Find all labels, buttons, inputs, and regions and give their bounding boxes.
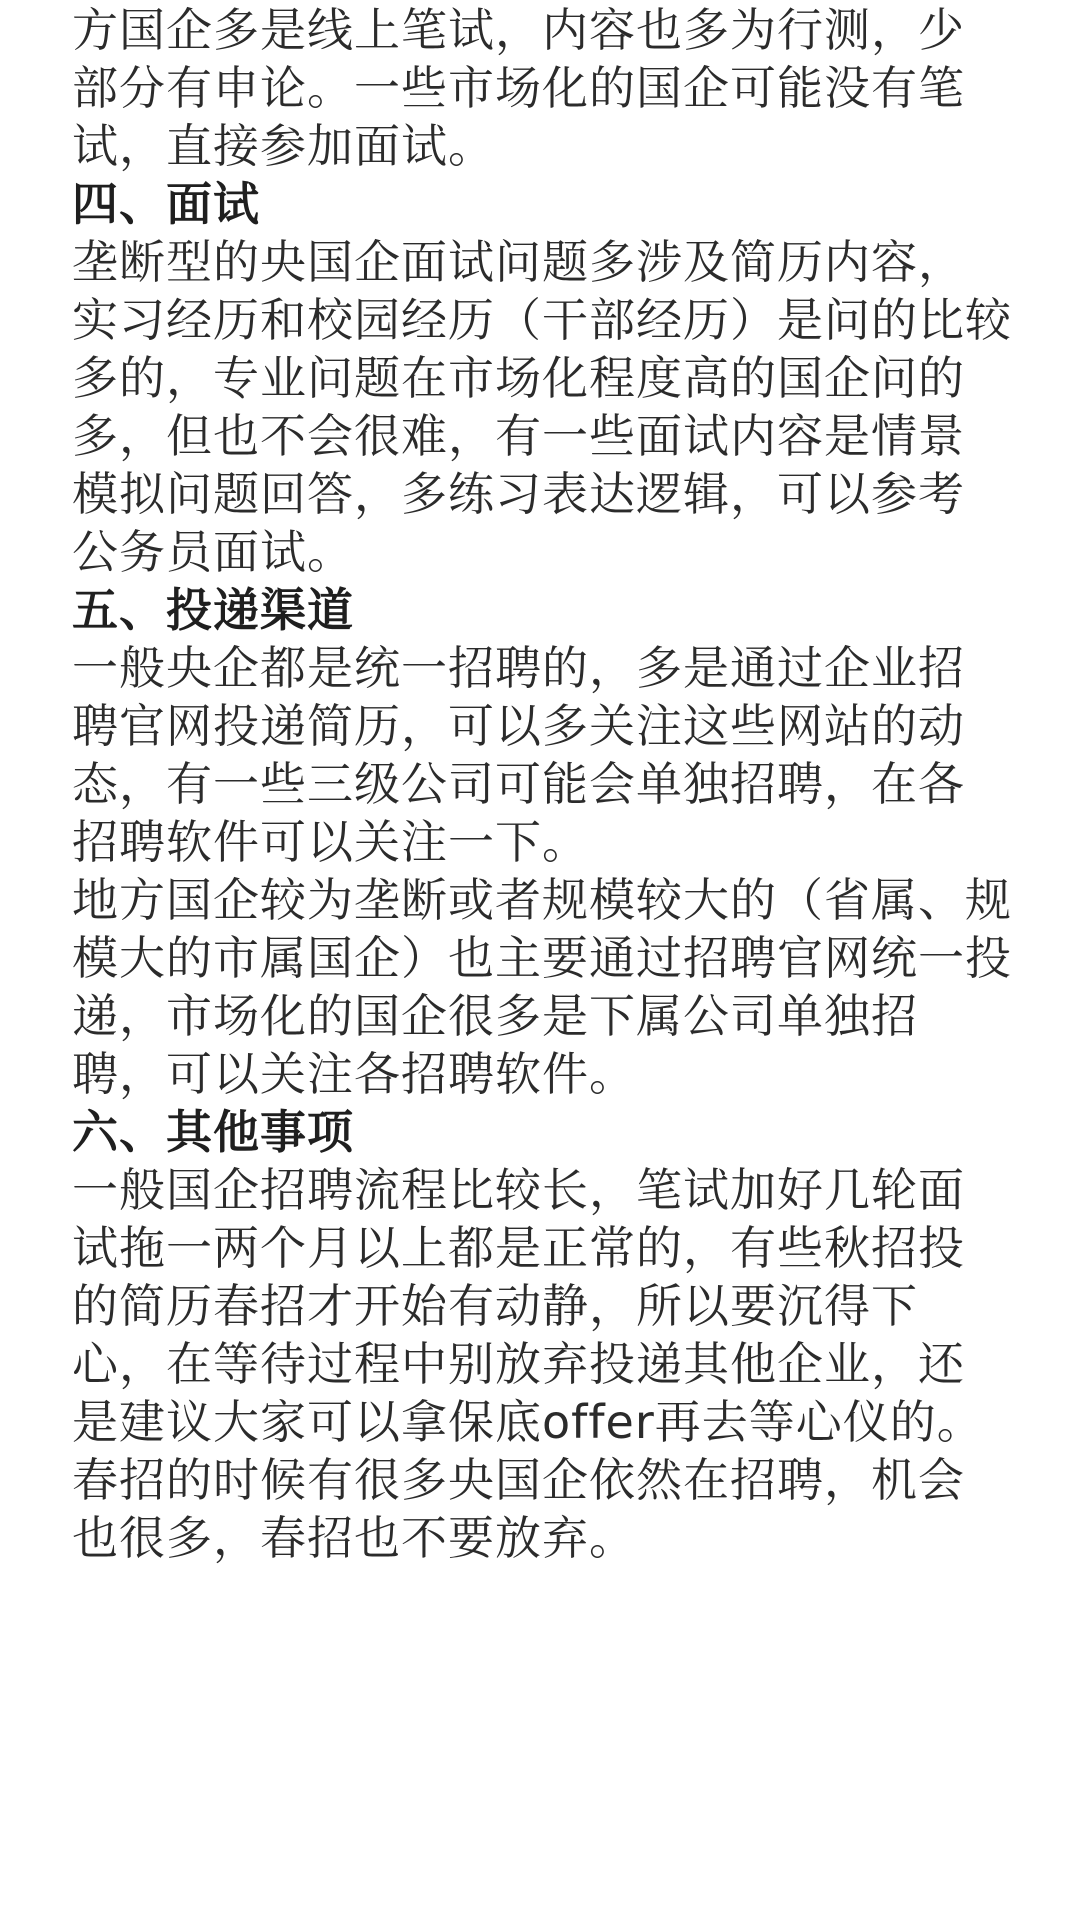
- paragraph-line: 部分有申论。一些市场化的国企可能没有笔: [72, 61, 965, 115]
- paragraph-line: 实习经历和校园经历（干部经历）是问的比较: [72, 293, 1012, 347]
- paragraph-line: 垄断型的央国企面试问题多涉及简历内容，: [72, 235, 965, 289]
- paragraph-line: 招聘软件可以关注一下。: [72, 815, 589, 869]
- paragraph-line: 聘官网投递简历，可以多关注这些网站的动: [72, 699, 965, 753]
- paragraph-line: 是建议大家可以拿保底offer再去等心仪的。: [72, 1395, 984, 1449]
- paragraph-line: 聘，可以关注各招聘软件。: [72, 1047, 636, 1101]
- section-heading-interview: 四、面试: [72, 177, 260, 231]
- paragraph-line: 模大的市属国企）也主要通过招聘官网统一投: [72, 931, 1012, 985]
- paragraph-line: 方国企多是线上笔试，内容也多为行测，少: [72, 3, 965, 57]
- paragraph-line: 递，市场化的国企很多是下属公司单独招: [72, 989, 918, 1043]
- paragraph-line: 也很多，春招也不要放弃。: [72, 1511, 636, 1565]
- paragraph-line: 模拟问题回答，多练习表达逻辑，可以参考: [72, 467, 965, 521]
- paragraph-line: 试拖一两个月以上都是正常的，有些秋招投: [72, 1221, 965, 1275]
- paragraph-line: 地方国企较为垄断或者规模较大的（省属、规: [72, 873, 1012, 927]
- paragraph-line: 试，直接参加面试。: [72, 119, 495, 173]
- paragraph-line: 一般国企招聘流程比较长，笔试加好几轮面: [72, 1163, 965, 1217]
- section-heading-channels: 五、投递渠道: [72, 583, 354, 637]
- paragraph-line: 一般央企都是统一招聘的，多是通过企业招: [72, 641, 965, 695]
- paragraph-line: 的简历春招才开始有动静，所以要沉得下: [72, 1279, 918, 1333]
- paragraph-line: 多，但也不会很难，有一些面试内容是情景: [72, 409, 965, 463]
- paragraph-line: 公务员面试。: [72, 525, 354, 579]
- section-heading-other: 六、其他事项: [72, 1105, 354, 1159]
- paragraph-line: 春招的时候有很多央国企依然在招聘，机会: [72, 1453, 965, 1507]
- paragraph-line: 多的，专业问题在市场化程度高的国企问的: [72, 351, 965, 405]
- paragraph-line: 态，有一些三级公司可能会单独招聘，在各: [72, 757, 965, 811]
- paragraph-line: 心，在等待过程中别放弃投递其他企业，还: [72, 1337, 965, 1391]
